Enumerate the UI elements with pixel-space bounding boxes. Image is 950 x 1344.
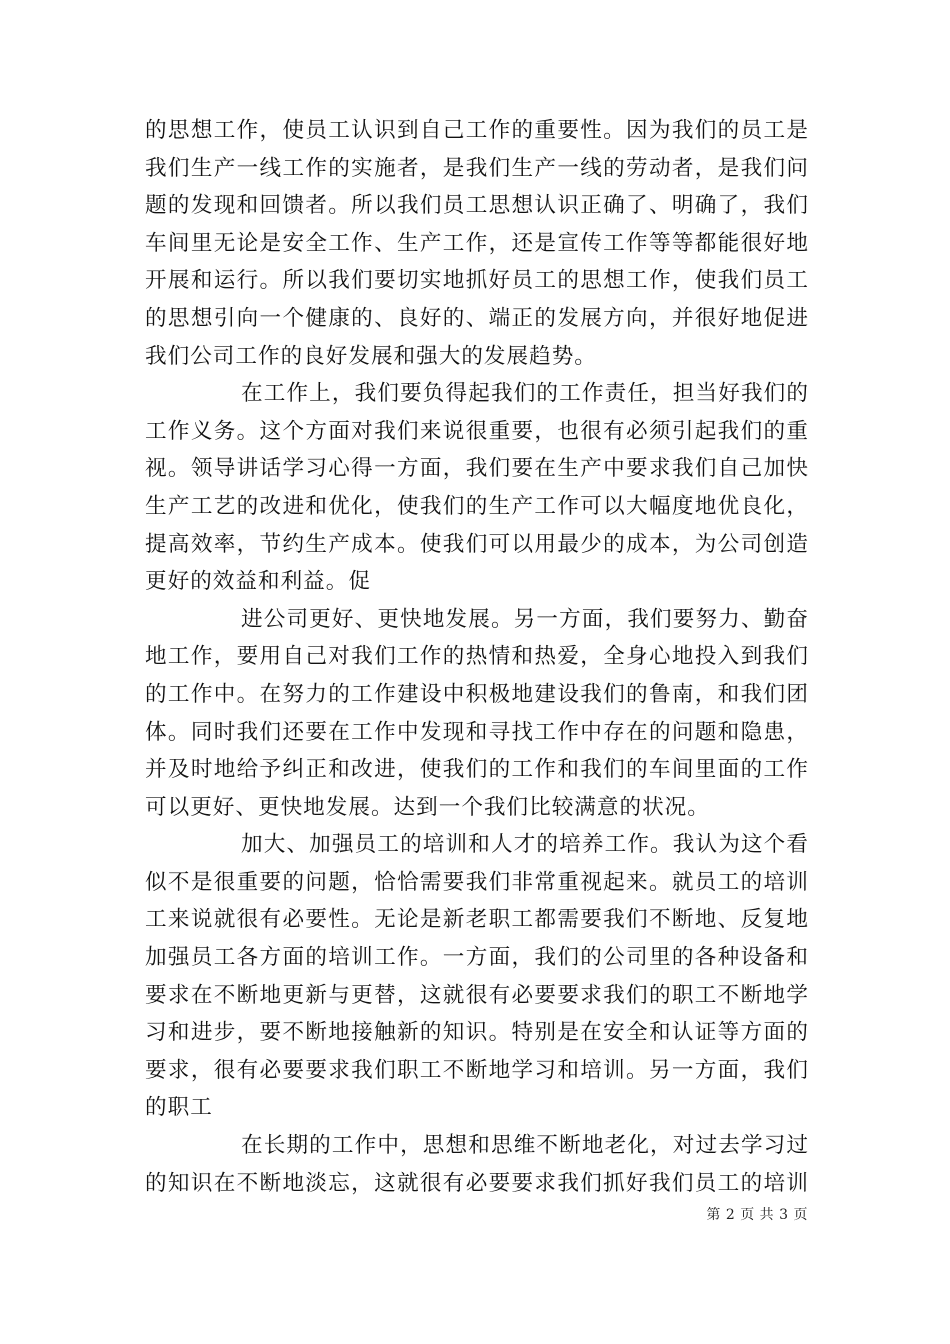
document-body	[145, 112, 809, 1202]
text-line: 要求，很有必要要求我们职工不断地学习和培训。另一方面，我们	[145, 1057, 809, 1083]
paragraph-first-line: 在工作上，我们要负得起我们的工作责任，担当好我们的	[241, 381, 809, 407]
text-line: 工作义务。这个方面对我们来说很重要，也很有必须引起我们的重	[145, 418, 809, 444]
paragraph-first-line: 进公司更好、更快地发展。另一方面，我们要努力、勤奋	[241, 606, 809, 632]
text-line: 我们公司工作的良好发展和强大的发展趋势。	[145, 343, 597, 369]
text-line: 加强员工各方面的培训工作。一方面，我们的公司里的各种设备和	[145, 945, 809, 971]
text-line: 的思想引向一个健康的、良好的、端正的发展方向，并很好地促进	[145, 305, 809, 331]
text-line: 要求在不断地更新与更替，这就很有必要要求我们的职工不断地学	[145, 982, 809, 1008]
text-line: 我们生产一线工作的实施者，是我们生产一线的劳动者，是我们问	[145, 155, 809, 181]
text-line: 似不是很重要的问题，恰恰需要我们非常重视起来。就员工的培训	[145, 869, 809, 895]
text-line: 提高效率，节约生产成本。使我们可以用最少的成本，为公司创造	[145, 531, 809, 557]
text-line: 的工作中。在努力的工作建设中积极地建设我们的鲁南，和我们团	[145, 681, 809, 707]
paragraph-first-line: 加大、加强员工的培训和人才的培养工作。我认为这个看	[241, 832, 809, 858]
text-line: 习和进步，要不断地接触新的知识。特别是在安全和认证等方面的	[145, 1020, 809, 1046]
text-line: 的知识在不断地淡忘，这就很有必要要求我们抓好我们员工的培训	[145, 1170, 809, 1196]
text-line: 更好的效益和利益。促	[145, 569, 371, 595]
text-line: 可以更好、更快地发展。达到一个我们比较满意的状况。	[145, 794, 710, 820]
text-line: 车间里无论是安全工作、生产工作，还是宣传工作等等都能很好地	[145, 230, 809, 256]
text-line: 的职工	[145, 1095, 213, 1121]
page-number-footer: 第 2 页 共 3 页	[706, 1207, 808, 1223]
text-line: 体。同时我们还要在工作中发现和寻找工作中存在的问题和隐患，	[145, 719, 809, 745]
text-line: 工来说就很有必要性。无论是新老职工都需要我们不断地、反复地	[145, 907, 809, 933]
text-line: 开展和运行。所以我们要切实地抓好员工的思想工作，使我们员工	[145, 268, 809, 294]
text-line: 地工作，要用自己对我们工作的热情和热爱，全身心地投入到我们	[145, 644, 809, 670]
text-line: 生产工艺的改进和优化，使我们的生产工作可以大幅度地优良化，	[145, 493, 809, 519]
text-line: 的思想工作，使员工认识到自己工作的重要性。因为我们的员工是	[145, 118, 809, 143]
text-line: 题的发现和回馈者。所以我们员工思想认识正确了、明确了，我们	[145, 193, 809, 219]
text-line: 并及时地给予纠正和改进，使我们的工作和我们的车间里面的工作	[145, 757, 809, 783]
text-line: 视。领导讲话学习心得一方面，我们要在生产中要求我们自己加快	[145, 456, 809, 482]
paragraph-first-line: 在长期的工作中，思想和思维不断地老化，对过去学习过	[241, 1133, 809, 1159]
